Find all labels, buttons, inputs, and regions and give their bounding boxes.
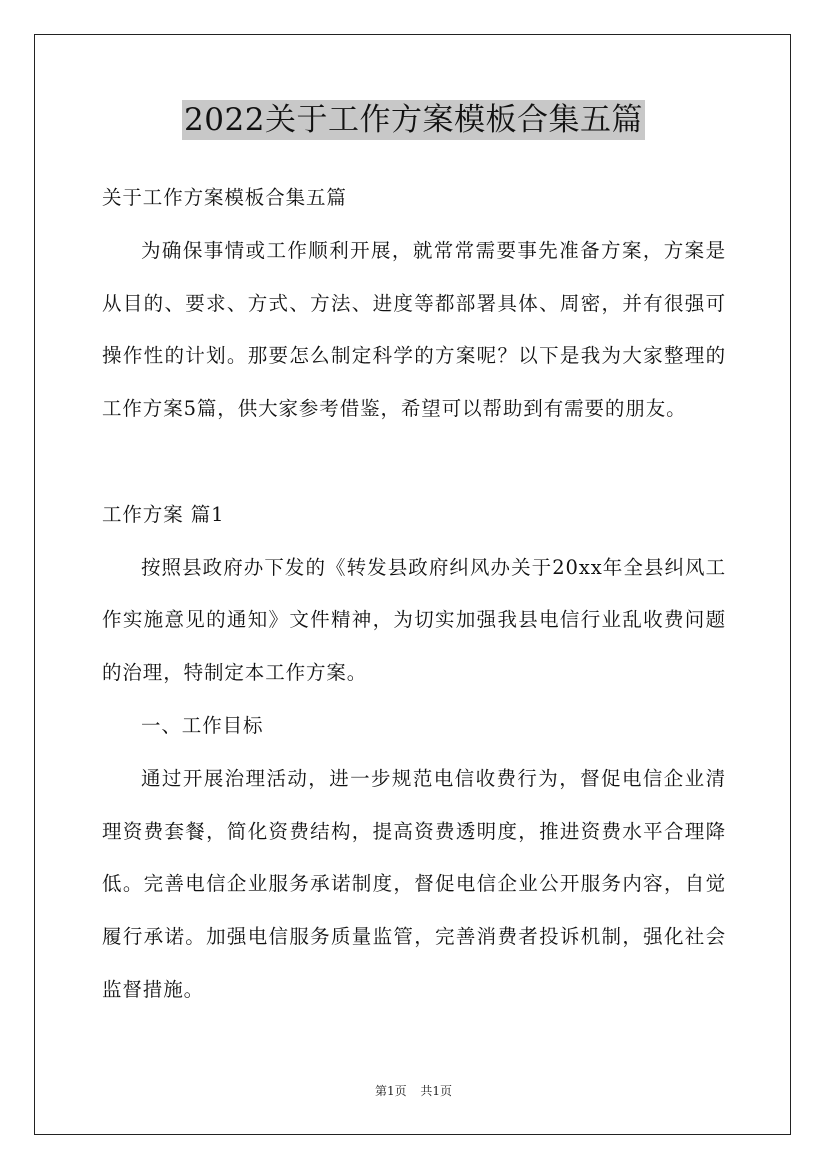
subtitle-paragraph: 关于工作方案模板合集五篇 [102, 186, 347, 209]
goal-heading: 一、工作目标 [141, 713, 264, 737]
document-body [102, 172, 726, 1017]
paragraph-gap [102, 436, 726, 489]
document-title: 2022关于工作方案模板合集五篇 [184, 102, 643, 138]
section-heading: 工作方案 篇1 [102, 502, 225, 526]
goal-body-paragraph: 通过开展治理活动，进一步规范电信收费行为，督促电信企业清理资费套餐，简化资费结构，提高资费透明度，推进资费水平合理降低。完善电信企业服务承诺制度，督促电信企业公开服务内容，自觉履行承诺。加强电信服务质量监管，完善消费者投诉机制，强化社会监督措施。 [102, 766, 726, 1001]
page-number: 第1页 [374, 1084, 407, 1098]
section-intro-paragraph: 按照县政府办下发的《转发县政府纠风办关于20xx年全县纠风工作实施意见的通知》文件精神，为切实加强我县电信行业乱收费问题的治理，特制定本工作方案。 [102, 555, 726, 685]
page-total: 共1页 [420, 1084, 453, 1098]
intro-paragraph: 为确保事情或工作顺利开展，就常常需要事先准备方案，方案是从目的、要求、方式、方法、进度等都部署具体、周密，并有很强可操作性的计划。那要怎么制定科学的方案呢？以下是我为大家整理的工作方案5篇，供大家参考借鉴，希望可以帮助到有需要的朋友。 [102, 238, 726, 421]
title-container [0, 100, 827, 140]
page-footer [0, 1083, 827, 1099]
